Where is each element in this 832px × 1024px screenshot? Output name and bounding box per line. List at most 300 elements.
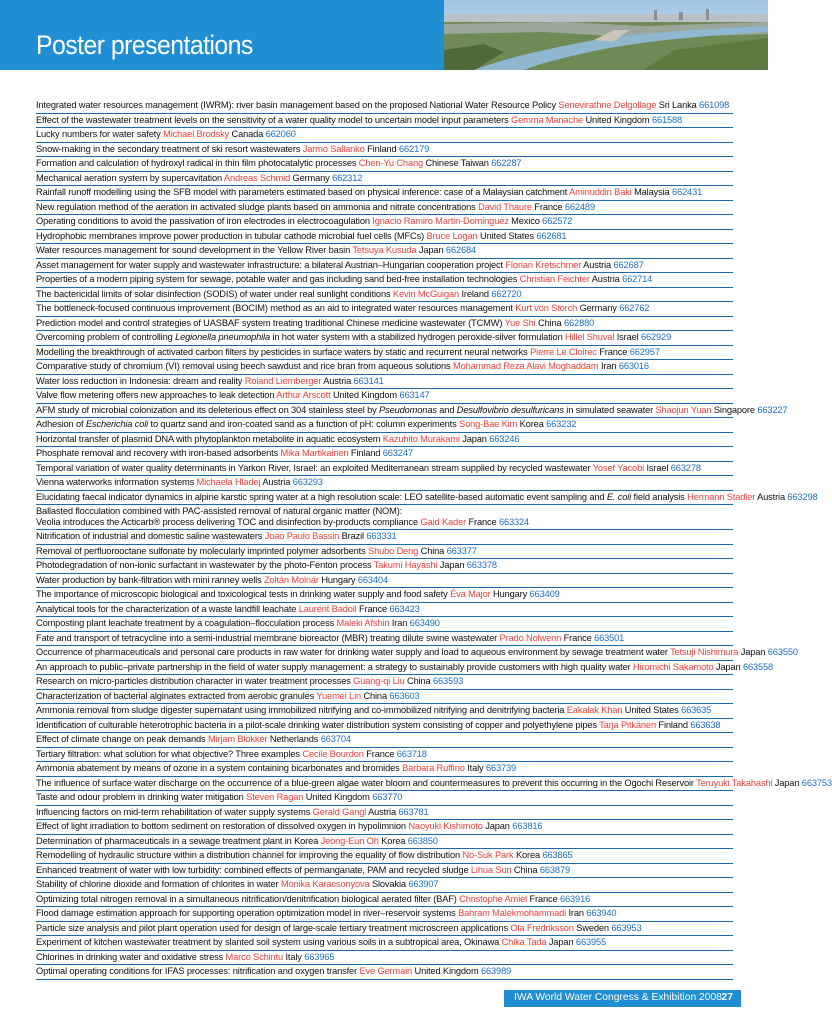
- entry-title: Asset management for water supply and wastewater infrastructure: a bilateral Austrian–Hungarian cooperation project: [36, 259, 503, 270]
- entry-country: Austria: [262, 477, 291, 487]
- entry-country: Korea: [519, 419, 544, 429]
- poster-entry: [36, 404, 788, 419]
- entry-title: Determination of pharmaceuticals in a sewage treatment plant in Korea: [36, 835, 319, 846]
- entry-author: Michael Brodsky: [163, 129, 230, 139]
- poster-entry: [36, 661, 774, 676]
- poster-entry: [36, 302, 733, 317]
- entry-code: 663704: [320, 734, 351, 744]
- poster-list: [36, 99, 832, 980]
- poster-entry: [36, 545, 733, 560]
- entry-title: Analytical tools for the characterization of a waste landfill leachate: [36, 603, 297, 614]
- poster-entry: [36, 331, 733, 346]
- poster-entry: [36, 762, 733, 777]
- entry-country: Slovakia: [371, 879, 406, 889]
- entry-country: United Kingdom: [585, 114, 650, 125]
- entry-author: Michaela Hladej: [196, 477, 261, 487]
- entry-title: Fate and transport of tetracycline into a semi-industrial membrane bioreactor (MBR) treating dilute swine wastewater: [36, 632, 498, 643]
- poster-entry: [36, 273, 733, 288]
- entry-code: 663141: [353, 375, 384, 386]
- footer-event-name: IWA World Water Congress & Exhibition 2008: [514, 992, 722, 1003]
- entry-title: Rainfall runoff modelling using the SFB model with parameters estimated based on physical inference: case of a Malaysian catchment: [36, 187, 568, 197]
- entry-country: France: [366, 748, 395, 759]
- entry-code: 663331: [366, 531, 397, 541]
- entry-country: Singapore: [713, 404, 755, 415]
- entry-author: Arthur Arscott: [276, 390, 331, 400]
- entry-title-species: Desulfovibrio desulfuricans: [456, 404, 564, 415]
- poster-entry: [36, 230, 733, 245]
- entry-title: Horizontal transfer of plasmid DNA with phytoplankton metabolite in aquatic ecosystem: [36, 433, 381, 444]
- entry-code: 662762: [619, 303, 650, 313]
- entry-author: Lihua Sun: [470, 864, 512, 875]
- entry-title: in hot water system with a stabilized hydrogen peroxide-silver formulation: [270, 332, 563, 342]
- poster-entry: [36, 719, 733, 734]
- entry-code: 662929: [640, 332, 672, 342]
- entry-title: Enhanced treatment of water with low turbidity: combined effects of permanganate, PAM and recycled sludge: [36, 864, 469, 875]
- entry-country: France: [563, 632, 592, 643]
- poster-entry: [36, 864, 733, 879]
- entry-author: Tarja Pitkänen: [599, 719, 656, 730]
- poster-entry: [36, 462, 733, 477]
- entry-title: Phosphate removal and recovery with iron-based adsorbents: [36, 448, 279, 458]
- poster-entry: [36, 505, 733, 530]
- entry-title: Properties of a modern piping system for sewage, potable water and gas including sand bed-free installation technologies: [36, 274, 518, 284]
- poster-entry: [36, 447, 733, 462]
- entry-code: 663953: [611, 922, 642, 933]
- entry-author: Prado Nolwenn: [499, 632, 562, 643]
- entry-code: 663770: [372, 792, 403, 802]
- entry-title: The influence of surface water discharge on the occurrence of a blue-green algae water bloom and countermeasures to prevent this occurring in the Ogochi Reservoir: [36, 777, 694, 788]
- entry-code: 662687: [613, 259, 644, 270]
- entry-title-species: Legionella pneumophila: [175, 332, 270, 342]
- entry-author: Yuemei Lin: [316, 690, 361, 701]
- entry-title: Overcoming problem of controlling: [36, 332, 176, 342]
- entry-country: France: [534, 201, 563, 212]
- poster-entry: [36, 675, 733, 690]
- entry-country: Malaysia: [634, 187, 670, 197]
- entry-country: United Kingdom: [305, 792, 370, 802]
- entry-title: Taste and odour problem in drinking water mitigation: [36, 792, 244, 802]
- entry-country: Japan: [740, 647, 766, 657]
- header-banner: [0, 0, 768, 70]
- entry-author: Florian Kretschmer: [505, 259, 582, 270]
- entry-author: Naoyuki Kishimoto: [408, 821, 483, 831]
- poster-entry: [36, 791, 733, 806]
- entry-code: 662572: [542, 216, 573, 226]
- entry-title: Tertiary filtration: what solution for what objective? Three examples: [36, 748, 300, 759]
- entry-country: United States: [480, 230, 534, 241]
- entry-title: Particle size analysis and pilot plant operation used for design of large-scale tertiary treatment microscreen applications: [36, 922, 508, 933]
- entry-code: 663324: [498, 516, 530, 527]
- entry-title: field analysis: [631, 491, 685, 502]
- entry-author: Chen-Yu Chang: [358, 158, 423, 168]
- entry-country: Italy: [285, 951, 302, 962]
- entry-country: Japan: [418, 245, 444, 255]
- entry-title: Ammonia removal from sludge digester supernatant using immobilized nitrifying and co-immobilized nitrifying and denitrifying bacteria: [36, 705, 565, 715]
- entry-code: 663718: [396, 748, 427, 759]
- poster-entry: [36, 748, 733, 763]
- entry-country: Finland: [658, 719, 688, 730]
- entry-country: Korea: [515, 850, 540, 860]
- entry-code: 663965: [304, 951, 335, 962]
- entry-code: 663227: [757, 404, 788, 415]
- poster-entry: [36, 360, 733, 375]
- poster-entry: [36, 186, 733, 201]
- entry-country: Finland: [350, 448, 381, 458]
- poster-entry: [36, 951, 733, 966]
- entry-author: Zoltán Molnár: [263, 574, 319, 585]
- entry-title: Stability of chlorine dioxide and formation of chlorites in water: [36, 879, 279, 889]
- entry-country: Japan: [774, 777, 800, 788]
- entry-country: Israel: [646, 462, 669, 473]
- entry-code: 663753: [801, 777, 832, 788]
- entry-code: 663816: [512, 821, 543, 831]
- entry-country: Austria: [323, 375, 352, 386]
- entry-title: Hydrophobic membranes improve power production in tubular cathode microbial fuel cells (MFCs): [36, 230, 425, 241]
- entry-country: Austria: [368, 806, 396, 817]
- entry-country: China: [420, 545, 445, 556]
- entry-title: AFM study of microbial colonization and its deleterious effect on 304 stainless steel by: [36, 404, 380, 415]
- entry-title: An approach to public–private partnership in the field of water supply management: a strategy to sustainably provide customers with high quality water: [36, 661, 631, 672]
- entry-code: 663850: [407, 835, 438, 846]
- poster-entry: [36, 559, 733, 574]
- entry-title: to quartz sand and iron-coated sand as a function of pH: column experiments: [148, 419, 457, 429]
- poster-entry: [36, 588, 733, 603]
- entry-country: France: [529, 893, 558, 904]
- poster-entry: [36, 777, 832, 792]
- entry-author: Hillel Shuval: [565, 332, 615, 342]
- river-city-photo: [444, 0, 768, 70]
- entry-code: 662312: [332, 172, 363, 183]
- entry-title: Water loss reduction in Indonesia: dream and reality: [36, 375, 243, 386]
- entry-title: The importance of microscopic biological and toxicological tests in drinking water supply and food safety: [36, 589, 448, 599]
- entry-author: Éva Major: [450, 589, 491, 599]
- entry-author: Song-Bae Kim: [459, 419, 518, 429]
- entry-code: 663940: [586, 908, 617, 918]
- entry-country: China: [407, 676, 431, 686]
- entry-code: 663558: [742, 661, 774, 672]
- entry-code: 661098: [699, 100, 730, 110]
- entry-country: France: [468, 516, 497, 527]
- entry-country: Korea: [381, 835, 406, 846]
- entry-code: 663865: [542, 850, 573, 860]
- entry-title: Integrated water resources management (IWRM): river basin management based on the proposed National Water Resource Policy: [36, 100, 556, 110]
- entry-title: Occurrence of pharmaceuticals and personal care products in raw water for drinking water supply and load to aqueous environment by sewage treatment water: [36, 647, 668, 657]
- entry-author: Shaojun Yuan: [655, 404, 712, 415]
- entry-title: Mechanical aeration system by supercavitation: [36, 172, 222, 183]
- entry-country: Japan: [439, 560, 465, 570]
- entry-author: Ignacio Ramiro Martin-Dominguez: [372, 216, 509, 226]
- entry-title: Ammonia abatement by means of ozone in a system containing bicarbonates and bromides: [36, 763, 400, 773]
- entry-author: Kevin McGuigan: [392, 288, 460, 299]
- entry-country: Finland: [367, 143, 397, 154]
- entry-country: Austria: [757, 491, 785, 502]
- entry-title: Composting plant leachate treatment by a coagulation–flocculation process: [36, 618, 335, 628]
- entry-title: Vienna waterworks information systems: [36, 477, 195, 487]
- entry-code: 663409: [529, 589, 560, 599]
- entry-title: New regulation method of the aeration in activated sludge plants based on ammonia and nitrate concentrations: [36, 201, 476, 212]
- poster-entry: [36, 835, 733, 850]
- entry-code: 663293: [292, 477, 323, 487]
- entry-code: 662957: [629, 346, 660, 357]
- entry-title-line1: Ballasted flocculation combined with PAC-assisted removal of natural organic matter (NOM):: [36, 506, 403, 516]
- entry-code: 663989: [481, 966, 512, 976]
- poster-entry: [36, 172, 733, 187]
- entry-country: France: [599, 346, 628, 357]
- entry-author: Maleki Afshin: [336, 618, 390, 628]
- entry-country: Hungary: [321, 574, 356, 585]
- entry-author: Gerald Gangl: [312, 806, 367, 817]
- entry-author: Senevirathne Delgollage: [558, 100, 657, 110]
- entry-title: Nitrification of industrial and domestic saline wastewaters: [36, 531, 263, 541]
- entry-code: 663603: [389, 690, 420, 701]
- entry-country: China: [363, 690, 387, 701]
- entry-author: Eve Germain: [359, 966, 413, 976]
- entry-code: 662489: [564, 201, 595, 212]
- entry-author: Kurt von Storch: [515, 303, 578, 313]
- entry-code: 663378: [466, 560, 497, 570]
- poster-entry: [36, 288, 733, 303]
- entry-country: Hungary: [493, 589, 528, 599]
- entry-country: Austria: [591, 274, 620, 284]
- entry-author: Ola Fredriksson: [510, 922, 574, 933]
- entry-title: The bactericidal limits of solar disinfection (SODIS) of water under real sunlight conditions: [36, 288, 391, 299]
- entry-code: 663550: [767, 647, 798, 657]
- entry-author: Bruce Logan: [426, 230, 478, 241]
- entry-author: Monika Karacsonyova: [280, 879, 370, 889]
- entry-title: Identification of culturable heterotrophic bacteria in a pilot-scale drinking water distribution system consisting of copper and polyethylene pipes: [36, 719, 597, 730]
- entry-author: Yosef Yacobi: [592, 462, 645, 473]
- entry-code: 661588: [651, 114, 683, 125]
- entry-country: Japan: [485, 821, 510, 831]
- entry-code: 662179: [399, 143, 430, 154]
- entry-code: 663377: [446, 545, 477, 556]
- entry-country: Germany: [292, 172, 330, 183]
- entry-country: Japan: [462, 433, 487, 444]
- entry-author: Guang-qi Liu: [353, 676, 405, 686]
- poster-entry: [36, 936, 733, 951]
- entry-author: Bahram Malekmohammadi: [458, 908, 567, 918]
- entry-code: 663593: [433, 676, 464, 686]
- poster-entry: [36, 603, 733, 618]
- entry-title: Effect of light irradiation to bottom sediment on restoration of dissolved oxygen in hypolimnion: [36, 821, 406, 831]
- entry-country: United States: [624, 705, 679, 715]
- poster-entry: [36, 965, 733, 980]
- poster-entry: [36, 114, 733, 129]
- entry-country: United Kingdom: [414, 966, 479, 976]
- poster-entry: [36, 259, 733, 274]
- entry-author: Mohammad Reza Alavi Moghaddam: [453, 361, 599, 371]
- entry-title: Elucidating faecal indicator dynamics in alpine karstic spring water at a high resolution scale: LEO satellite-based automatic event sampling and: [36, 491, 607, 502]
- entry-title: Snow-making in the secondary treatment of ski resort wastewaters: [36, 143, 301, 154]
- entry-title: Photodegradation of non-ionic surfactant in wastewater by the photo-Fenton process: [36, 560, 372, 570]
- poster-entry: [36, 704, 733, 719]
- poster-entry: [36, 128, 733, 143]
- entry-country: Brazil: [341, 531, 364, 541]
- entry-country: Israel: [616, 332, 639, 342]
- entry-author: David Thaure: [478, 201, 532, 212]
- entry-country: Japan: [548, 937, 574, 947]
- entry-author: Teruyuki Takahashi: [696, 777, 773, 788]
- entry-code: 663298: [787, 491, 818, 502]
- entry-code: 662287: [491, 158, 522, 168]
- entry-author: Christian Feichter: [519, 274, 590, 284]
- entry-author: Laurent Badoil: [298, 603, 357, 614]
- entry-country: Germany: [579, 303, 617, 313]
- poster-entry: [36, 99, 733, 114]
- entry-code: 663278: [670, 462, 701, 473]
- entry-code: 663907: [408, 879, 439, 889]
- poster-entry: [36, 375, 733, 390]
- entry-author: Joao Paulo Bassin: [264, 531, 340, 541]
- entry-title: Temporal variation of water quality determinants in Yarkon River, Israel: an exploited Mediterranean stream supplied by recycled wastewater: [36, 462, 591, 473]
- entry-title: The bottleneck-focused continuous improvement (BOCIM) method as an aid to integrated water resources management: [36, 303, 513, 313]
- poster-entry: [36, 922, 733, 937]
- entry-title: Optimizing total nitrogen removal in a simultaneous nitrification/denitrification biological aerated filter (BAF): [36, 893, 457, 904]
- entry-country: United Kingdom: [332, 390, 397, 400]
- entry-code: 663147: [399, 390, 430, 400]
- entry-title: Comparative study of chromium (VI) removal using beech sawdust and rice bran from aqueous solutions: [36, 361, 451, 371]
- entry-country: China: [538, 317, 562, 328]
- entry-author: Andreas Schmid: [223, 172, 291, 183]
- entry-country: Iran: [568, 908, 584, 918]
- entry-author: Mika Martikainen: [280, 448, 349, 458]
- entry-title: Experiment of kitchen wastewater treatment by slanted soil system using various soils in a subtropical area, Okinawa: [36, 937, 500, 947]
- entry-title: Prediction model and control strategies of UASBAF system treating traditional Chinese medicine wastewater (TCMW): [36, 317, 503, 328]
- entry-author: Steven Ragan: [246, 792, 304, 802]
- poster-entry: [36, 346, 733, 361]
- entry-code: 662060: [265, 129, 296, 139]
- poster-entry: [36, 893, 733, 908]
- entry-code: 662880: [564, 317, 595, 328]
- poster-entry: [36, 244, 733, 259]
- entry-country: Sweden: [576, 922, 609, 933]
- entry-author: Gaid Kader: [420, 516, 467, 527]
- entry-author: Yue Shi: [504, 317, 536, 328]
- entry-author: Jarmo Sallanko: [302, 143, 365, 154]
- entry-author: Cecile Bourdon: [302, 748, 364, 759]
- entry-code: 663404: [357, 574, 388, 585]
- entry-code: 663879: [539, 864, 570, 875]
- entry-title: Chlorines in drinking water and oxidative stress: [36, 951, 224, 962]
- entry-code: 662681: [536, 230, 567, 241]
- entry-author: Jeong-Eun Oh: [320, 835, 379, 846]
- entry-country: Mexico: [511, 216, 540, 226]
- poster-entry: [36, 530, 733, 545]
- entry-title: Valve flow metering offers new approaches to leak detection: [36, 390, 275, 400]
- entry-code: 663739: [485, 763, 517, 773]
- entry-country: China: [513, 864, 538, 875]
- entry-code: 663247: [382, 448, 413, 458]
- entry-title-species: E. coli: [606, 491, 632, 502]
- entry-title: Research on micro-particles distribution character in water treatment processes: [36, 676, 351, 686]
- poster-entry: [36, 317, 733, 332]
- entry-code: 663016: [618, 361, 649, 371]
- poster-entry: [36, 806, 733, 821]
- entry-title: Modelling the breakthrough of activated carbon filters by pesticides in surface waters by static and recurrent neural networks: [36, 346, 528, 357]
- entry-country: Italy: [467, 763, 484, 773]
- entry-author: Gemma Manache: [511, 114, 583, 125]
- poster-entry: [36, 201, 733, 216]
- entry-code: 663246: [489, 433, 520, 444]
- entry-author: Pierre Le Cloirec: [530, 346, 597, 357]
- entry-code: 663232: [546, 419, 577, 429]
- poster-entry: [36, 690, 733, 705]
- entry-author: Takumi Hayashi: [373, 560, 438, 570]
- entry-author: Hermann Stadler: [687, 491, 756, 502]
- entry-country: Sri Lanka: [658, 100, 697, 110]
- page-title: Poster presentations: [36, 30, 253, 60]
- footer-bar: [504, 990, 741, 1007]
- poster-entry: [36, 491, 818, 506]
- entry-title: Removal of perfluorooctane sulfonate by molecularly imprinted polymer adsorbents: [36, 545, 366, 556]
- entry-country: Chinese Taiwan: [425, 158, 489, 168]
- entry-title: Characterization of bacterial alginates extracted from aerobic granules: [36, 690, 315, 701]
- entry-title: Water production by bank-filtration with mini ranney wells: [36, 574, 262, 585]
- poster-entry: [36, 849, 733, 864]
- entry-country: Iran: [600, 361, 617, 371]
- poster-entry: [36, 907, 733, 922]
- entry-author: Tetsuji Nishimura: [670, 647, 739, 657]
- entry-author: Barbara Ruffino: [402, 763, 465, 773]
- poster-entry: [36, 143, 733, 158]
- entry-code: 662684: [445, 245, 477, 255]
- poster-entry: [36, 389, 733, 404]
- entry-title: Remodelling of hydraulic structure within a distribution channel for improving the equality of flow distribution: [36, 850, 460, 860]
- entry-title: Flood damage estimation approach for supporting operation optimization model in river–reservoir systems: [36, 908, 456, 918]
- entry-title: Influencing factors on mid-term rehabilitation of water supply systems: [36, 806, 311, 817]
- entry-author: Aminuddin Baki: [569, 187, 632, 197]
- entry-title: Adhesion of: [36, 419, 86, 429]
- poster-entry: [36, 617, 733, 632]
- entry-title: Effect of climate change on peak demands: [36, 734, 206, 744]
- entry-title: Optimal operating conditions for IFAS processes: nitrification and oxygen transfer: [36, 966, 358, 976]
- entry-title-line2: [36, 517, 733, 528]
- entry-author: Tetsuya Kusuda: [352, 245, 417, 255]
- entry-author: Eakalak Khan: [566, 705, 623, 715]
- entry-author: Marco Schintu: [225, 951, 284, 962]
- entry-country: Canada: [231, 129, 264, 139]
- poster-entry: [36, 418, 733, 433]
- header-photo: [444, 0, 768, 70]
- entry-author: Shubo Deng: [368, 545, 419, 556]
- poster-entry: [36, 476, 733, 491]
- entry-code: 662431: [671, 187, 703, 197]
- entry-code: 663955: [575, 937, 607, 947]
- entry-title: Operating conditions to avoid the passivation of iron electrodes in electrocoagulation: [36, 216, 370, 226]
- entry-code: 662714: [622, 274, 653, 284]
- poster-entry: [36, 820, 733, 835]
- entry-author: Hiromichi Sakamoto: [632, 661, 714, 672]
- entry-code: 662720: [491, 288, 522, 299]
- entry-title-species: Pseudomonas: [379, 404, 437, 415]
- poster-entry: [36, 632, 733, 647]
- poster-entry: [36, 215, 733, 230]
- poster-entry: [36, 433, 733, 448]
- entry-code: 663423: [389, 603, 420, 614]
- entry-title: Formation and calculation of hydroxyl radical in thin film photocatalytic processes: [36, 158, 357, 168]
- entry-country: Iran: [391, 618, 408, 628]
- entry-author: Roland Liemberger: [244, 375, 322, 386]
- entry-author: Mirjam Blokker: [208, 734, 268, 744]
- entry-code: 663501: [594, 632, 625, 643]
- entry-title-species: Escherichia coli: [85, 419, 149, 429]
- entry-title: and: [436, 404, 457, 415]
- poster-entry: [36, 574, 733, 589]
- page-number: 27: [721, 992, 733, 1003]
- entry-title: Effect of the wastewater treatment levels on the sensitivity of a water quality model to uncertain model input parameters: [36, 114, 509, 125]
- entry-code: 663638: [690, 719, 721, 730]
- poster-entry: [36, 646, 798, 661]
